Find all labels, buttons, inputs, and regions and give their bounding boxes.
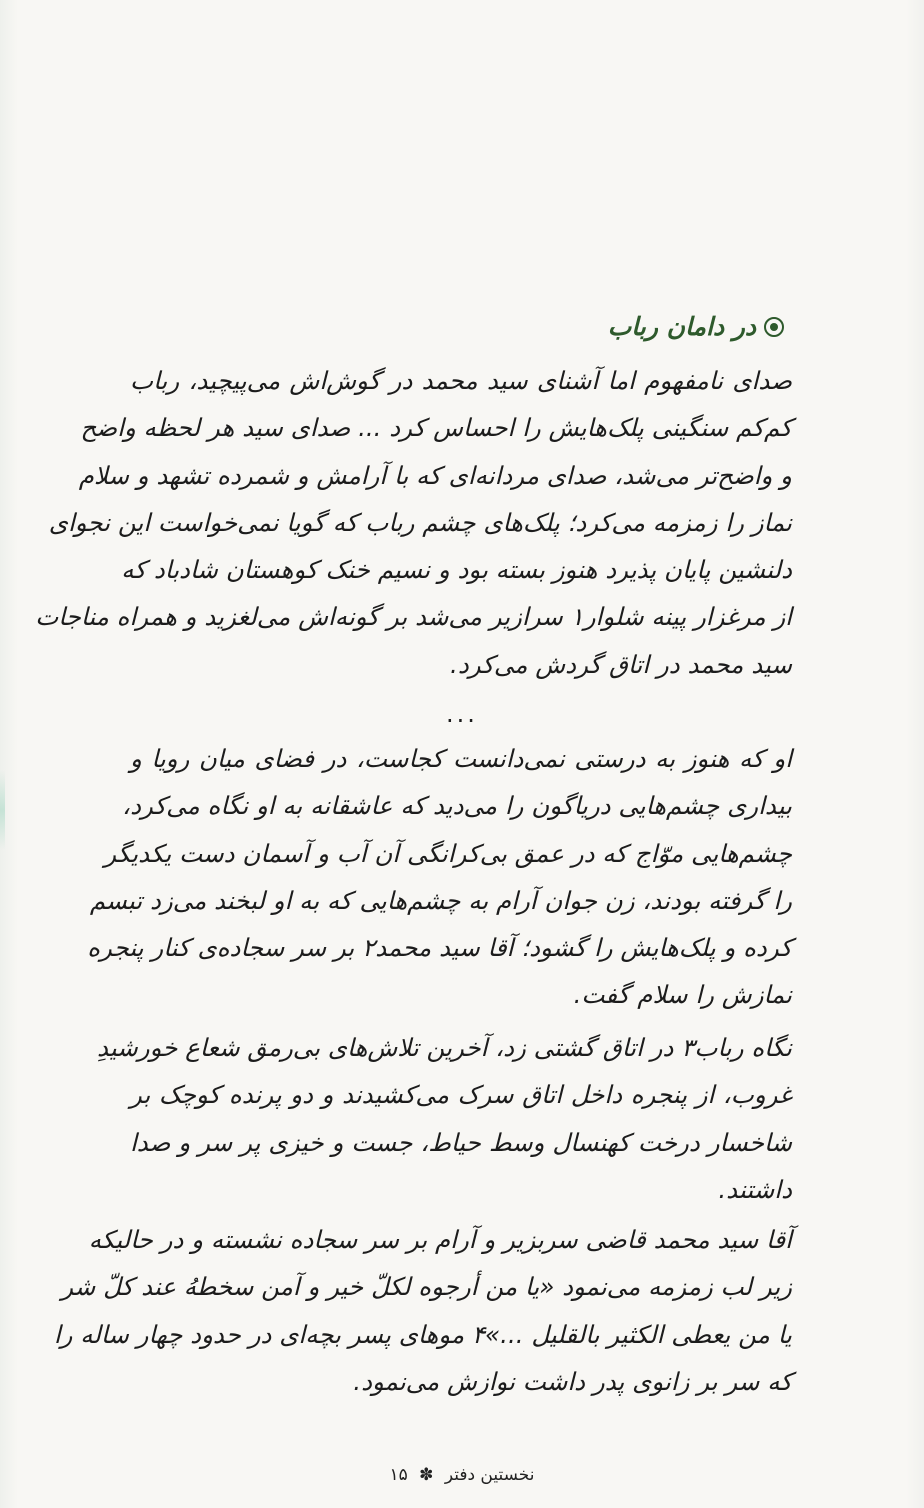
paragraph-2 — [87, 735, 792, 1019]
paragraph-line: دلنشین پایان پذیرد هنوز بسته بود و نسیم خنک کوهستان شادباد که — [121, 555, 792, 585]
paragraph-line: چشم‌هایی موّاج که در عمق بی‌کرانگی آن آب و آسمان دست یکدیگر — [104, 838, 792, 868]
paragraph-line: و واضح‌تر می‌شد، صدای مردانه‌ای که با آرامش و شمرده تشهد و سلام — [78, 460, 792, 490]
paragraph-4 — [53, 1216, 792, 1405]
section-separator: ... — [446, 700, 478, 728]
paragraph-1 — [35, 357, 792, 688]
paragraph-line: آقا سید محمد قاضی سربزیر و آرام بر سر سجاده نشسته و در حالیکه — [88, 1225, 792, 1254]
paragraph-line: او که هنوز به درستی نمی‌دانست کجاست، در فضای میان رویا و — [130, 744, 792, 773]
paragraph-line: بیداری چشم‌هایی دریاگون را می‌دید که عاشقانه به او نگاه می‌کرد، — [122, 791, 792, 821]
paragraph-line: نگاه رباب۳ در اتاق گشتی زد، آخرین تلاش‌های بی‌رمق شعاع خورشیدِ — [96, 1033, 792, 1062]
flower-emblem-icon — [764, 317, 784, 337]
paragraph-line: کرده و پلک‌هایش را گشود؛ آقا سید محمد۲ بر سر سجاده‌ی کنار پنجره — [87, 933, 792, 963]
paragraph-line: که سر بر زانوی پدر داشت نوازش می‌نمود. — [353, 1366, 792, 1396]
paragraph-line: نمازش را سلام گفت. — [573, 980, 792, 1010]
paragraph-line: شاخسار درخت کهنسال وسط حیاط، جست و خیزی پر سر و صدا — [130, 1127, 792, 1157]
paragraph-line: یا من یعطی الکثیر بالقلیل ...»۴ موهای پسر بچه‌ای در حدود چهار ساله را — [53, 1319, 792, 1349]
paragraph-line: نماز را زمزمه می‌کرد؛ پلک‌های چشم رباب که گویا نمی‌خواست این نجوای — [48, 507, 792, 537]
page-footer — [0, 1465, 924, 1485]
footer-star-icon: ✽ — [419, 1465, 434, 1485]
book-title: نخستین دفتر — [444, 1465, 535, 1485]
paragraph-line: صدای نامفهوم اما آشنای سید محمد در گوش‌اش می‌پیچید، رباب — [130, 366, 792, 395]
paragraph-line: غروب، از پنجره داخل اتاق سرک می‌کشیدند و دو پرنده کوچک بر — [130, 1080, 792, 1110]
paragraph-line: داشتند. — [718, 1174, 792, 1204]
paragraph-line: از مرغزار پینه شلوار۱ سرازیر می‌شد بر گونه‌اش می‌لغزید و همراه مناجات — [35, 602, 792, 632]
section-heading — [608, 312, 784, 341]
paragraph-line: را گرفته بودند، زن جوان آرام به چشم‌هایی که به او لبخند می‌زد تبسم — [89, 885, 792, 915]
paragraph-line: زیر لب زمزمه می‌نمود «یا من أرجوه لکلّ خیر و آمن سخطهُ عند کلّ شر — [61, 1272, 792, 1302]
page-edge-mark — [0, 770, 5, 850]
paragraph-line: کم‌کم سنگینی پلک‌هایش را احساس کرد ... صدای سید هر لحظه واضح — [80, 413, 792, 443]
section-heading-text: در دامان رباب — [607, 312, 756, 341]
paragraph-3 — [96, 1024, 792, 1213]
paragraph-line: سید محمد در اتاق گردش می‌کرد. — [450, 649, 792, 679]
page-number: ۱۵ — [389, 1465, 408, 1485]
